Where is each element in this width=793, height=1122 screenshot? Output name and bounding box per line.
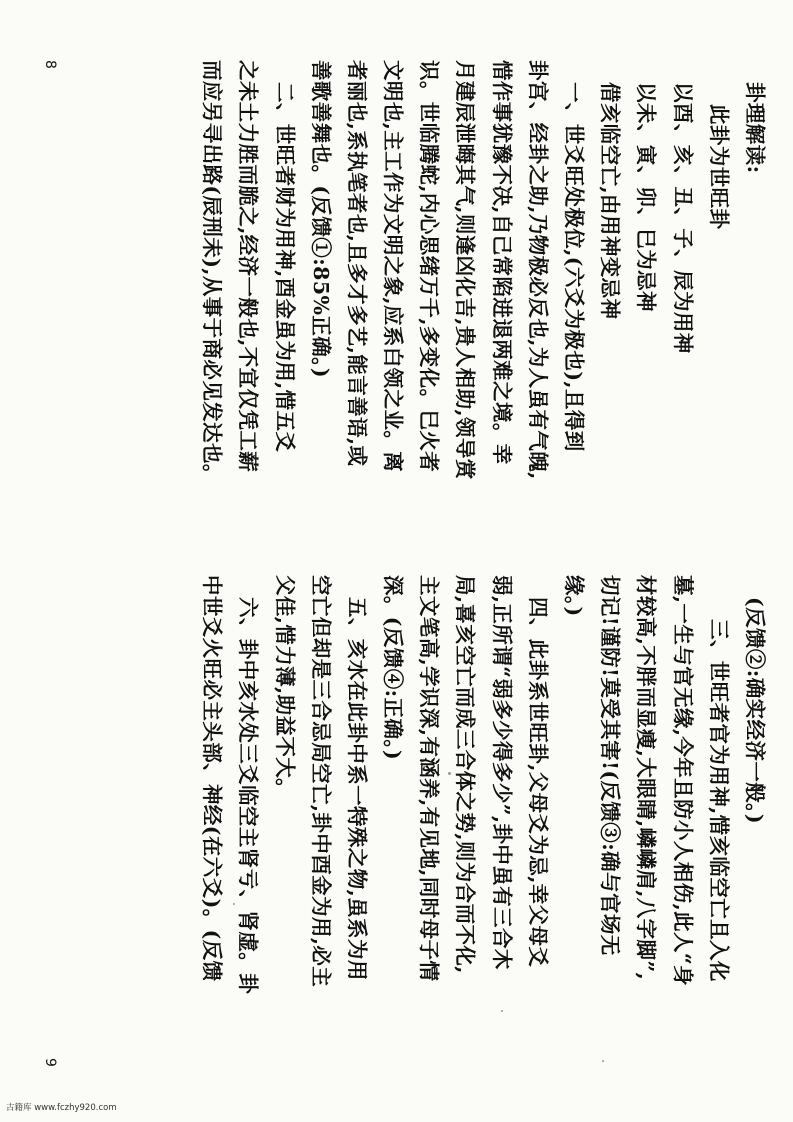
scan-speck <box>233 903 235 905</box>
text-line: 中世爻火旺必主头部、神经(在六爻)。(反馈 <box>200 575 225 982</box>
text-line: 材较高,不胖而显瘦,大眼睛,嶙嶙肩,八字脚”, <box>634 575 659 981</box>
right-page-text <box>33 575 773 1075</box>
text-line: 善歌善舞也。(反馈①:85%正确。) <box>308 60 333 378</box>
text-line: 者丽也,系执笔者也,且多才多艺,能言善语,或 <box>344 60 369 467</box>
text-line: 此卦为世旺卦 <box>706 104 731 230</box>
text-line: 借亥临空亡,由用神变忌神 <box>598 82 623 320</box>
text-line: 文明也,主工作为文明之象,应系白领之业。离 <box>381 60 406 473</box>
page-number-left: 8 <box>42 60 58 69</box>
text-line: (反馈②:确实经济一般。) <box>743 597 767 824</box>
scan-speck <box>448 772 451 775</box>
text-line: 识。世临腾蛇,内心思绪万千,多变化。巳火者 <box>417 60 442 473</box>
text-line: 以未、寅、卯、巳为忌神 <box>634 82 659 312</box>
site-watermark: 古籍库 www.fczhy920.com <box>6 1103 117 1113</box>
text-line: 二、世旺者财为用神,酉金虽为用,惜五爻 <box>272 82 297 453</box>
text-line: 父佳,惜力薄,助益不大。 <box>272 575 297 800</box>
left-page-text <box>33 60 773 560</box>
text-line: 卦宫、经卦之助,乃物极必反也,为人虽有气魄, <box>525 60 550 480</box>
text-line: 空亡但却是三合忌局空亡,卦中酉金为用,必主 <box>308 575 333 988</box>
text-line: 而应另寻出路(辰刑未),从事于商必见发达也。 <box>200 60 225 485</box>
scan-speck <box>602 1060 604 1062</box>
text-line: 四、此卦系世旺卦,父母爻为忌,幸父母爻 <box>525 597 550 968</box>
text-line: 深。(反馈④:正确。) <box>381 575 406 761</box>
text-line: 主文笔高,学识深,有涵养,有见地,同时母子情 <box>417 575 442 982</box>
text-line: 六、卦中亥水处三爻临空主肾亏、肾虚。卦 <box>236 597 261 995</box>
text-line: 月建辰泄晦其气,则逢凶化吉,贵人相助,领导赏 <box>453 60 478 480</box>
text-line: 一、世爻旺处极位,(六爻为极也),且得到 <box>562 82 587 452</box>
text-line: 三、世旺者官为用神,惜亥临空亡且入化 <box>706 619 731 982</box>
text-line: 弱,正所谓“弱多少得多少”,卦中虽有三合木 <box>489 575 514 970</box>
page-number-right: 9 <box>42 1058 58 1067</box>
text-line: 惜作事犹豫不决,自己常陷进退两难之境。幸 <box>489 60 514 465</box>
text-line: 墓,一生与官无缘,今年且防小人相伤,此人“身 <box>670 575 695 987</box>
text-line: 局,喜亥空亡而成三合体之势,则为合而不化, <box>453 575 478 974</box>
text-line: 缘。) <box>562 575 587 617</box>
text-line: 以酉、亥、丑、子、辰为用神 <box>670 82 695 354</box>
scan-speck <box>501 1010 503 1012</box>
text-line: 卦理解读: <box>743 82 767 174</box>
text-line: 五、亥水在此卦中系一特殊之物,虽系为用 <box>344 597 369 981</box>
text-line: 之未土力胜而脆之,经济一般也,不宜仅凭工薪 <box>236 60 261 473</box>
text-line: 切记!谨防!莫受其害!(反馈③:确与官场无 <box>598 575 623 956</box>
